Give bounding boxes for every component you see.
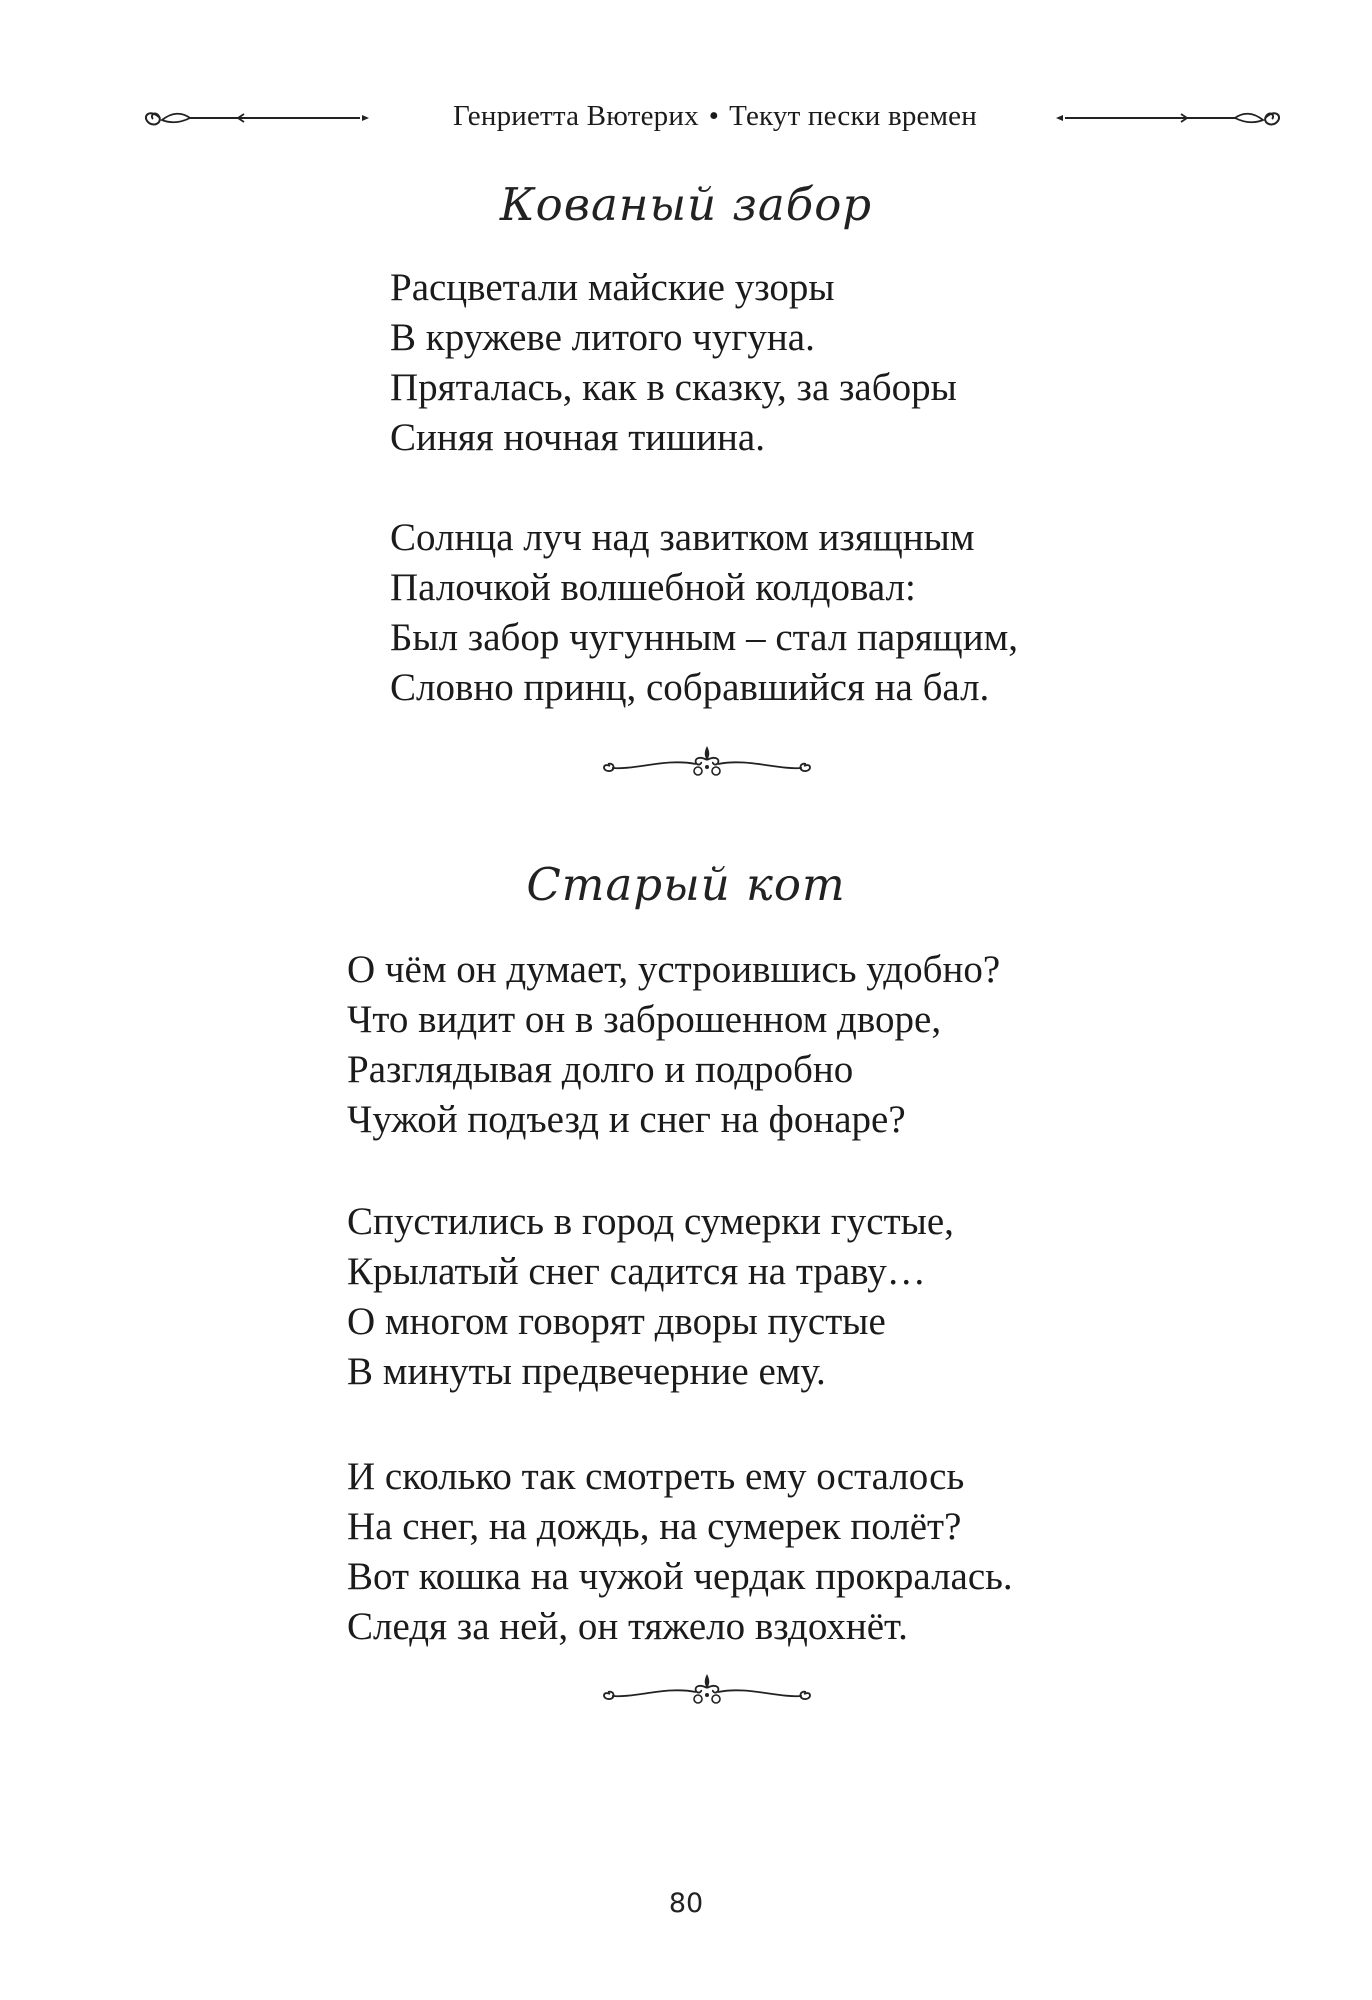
header-flourish-right-icon <box>1050 98 1285 138</box>
running-header <box>0 90 1372 150</box>
verse-line: Палочкой волшебной колдовал: <box>390 566 916 609</box>
page-number: 80 <box>668 1888 704 1919</box>
fleuron-divider-icon <box>596 1668 818 1712</box>
verse-line: Солнца луч над завитком изящным <box>390 516 975 559</box>
verse-line: Вот кошка на чужой чердак прокралась. <box>347 1555 1013 1598</box>
header-separator: • <box>708 100 720 132</box>
poem-2-stanza-3 <box>347 1452 1013 1652</box>
poem-2-stanza-1 <box>347 945 1000 1145</box>
verse-line: Пряталась, как в сказку, за заборы <box>390 366 957 409</box>
header-book-title: Текут пески времен <box>729 100 977 132</box>
verse-line: Крылатый снег садится на траву… <box>347 1250 926 1293</box>
poem-1-stanza-1 <box>390 263 957 463</box>
verse-line: В минуты предвечерние ему. <box>347 1350 826 1393</box>
verse-line: О многом говорят дворы пустые <box>347 1300 886 1343</box>
verse-line: Разглядывая долго и подробно <box>347 1048 854 1091</box>
header-flourish-left-icon <box>140 98 375 138</box>
poem-1-stanza-2 <box>390 513 1018 713</box>
verse-line: И сколько так смотреть ему осталось <box>347 1455 965 1498</box>
verse-line: Что видит он в заброшенном дворе, <box>347 998 942 1041</box>
verse-line: Расцветали майские узоры <box>390 266 835 309</box>
fleuron-divider-icon <box>596 740 818 784</box>
verse-line: В кружеве литого чугуна. <box>390 316 815 359</box>
verse-line: Следя за ней, он тяжело вздохнёт. <box>347 1605 908 1648</box>
verse-line: Синяя ночная тишина. <box>390 416 765 459</box>
header-author: Генриетта Вютерих <box>453 100 699 132</box>
verse-line: Словно принц, собравшийся на бал. <box>390 666 990 709</box>
poem-2-stanza-2 <box>347 1197 954 1397</box>
verse-line: Чужой подъезд и снег на фонаре? <box>347 1098 906 1141</box>
verse-line: О чём он думает, устроившись удобно? <box>347 948 1001 991</box>
poem-title-1: Кованый забор <box>499 178 873 231</box>
verse-line: На снег, на дождь, на сумерек полёт? <box>347 1505 962 1548</box>
poem-title-2: Старый кот <box>526 858 846 911</box>
running-head-text <box>395 100 1035 133</box>
verse-line: Спустились в город сумерки густые, <box>347 1200 954 1243</box>
verse-line: Был забор чугунным – стал парящим, <box>390 616 1018 659</box>
